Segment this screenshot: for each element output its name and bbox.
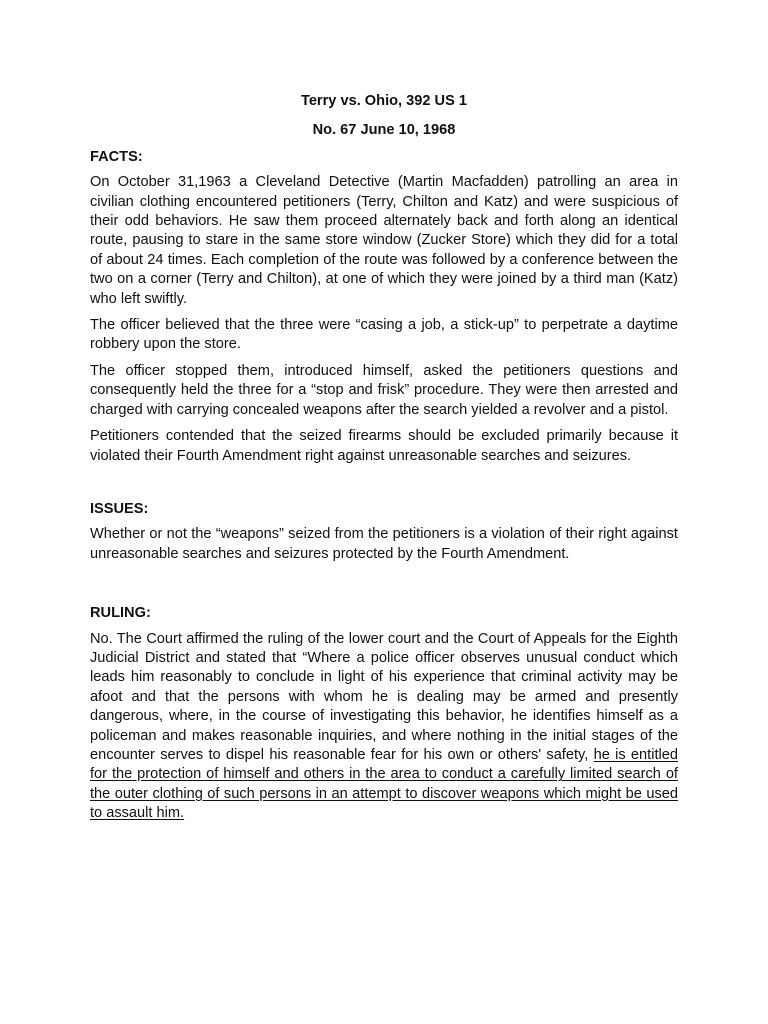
section-spacer bbox=[90, 473, 678, 500]
facts-paragraph-4: Petitioners contended that the seized firearms should be excluded primarily because it violated their Fourth Amendment right against unreasonable searches and seizures. bbox=[90, 428, 678, 464]
facts-heading: FACTS: bbox=[90, 148, 143, 165]
ruling-heading: RULING: bbox=[90, 605, 151, 622]
section-spacer bbox=[90, 571, 678, 604]
ruling-text: No. The Court affirmed the ruling of the lower court and the Court of Appeals for the Eighth Judicial District and stated that “Where a police officer observes unusual conduct which leads him reasonably to conclude in light of his experience that criminal activity may be afoot and that the persons with whom he is dealing may be armed and presently dangerous, where, in the course of investigating this behavior, he identifies himself as a policeman and makes reasonable inquiries, and where nothing in the initial stages of the encounter serves to dispel his reasonable fear for his own or others' safety, bbox=[90, 630, 678, 763]
document-page bbox=[90, 92, 678, 831]
case-number-date: No. 67 June 10, 1968 bbox=[312, 122, 456, 139]
issues-heading: ISSUES: bbox=[90, 500, 149, 517]
ruling-paragraph bbox=[90, 630, 678, 824]
facts-paragraph-3: The officer stopped them, introduced himself, asked the petitioners questions and consequently held the three for a “stop and frisk” procedure. They were then arrested and charged with carrying concealed weapons after the search yielded a revolver and a pistol. bbox=[90, 362, 678, 418]
case-title: Terry vs. Ohio, 392 US 1 bbox=[300, 93, 467, 109]
ruling-underlined-holding: he is entitled for the protection of himself and others in the area to conduct a carefully limited search of the outer clothing of such persons in an attempt to discover weapons which might be used to assault him. bbox=[90, 746, 678, 822]
issues-paragraph: Whether or not the “weapons” seized from the petitioners is a violation of their right against unreasonable searches and seizures protected by the Fourth Amendment. bbox=[90, 526, 678, 562]
facts-paragraph-2: The officer believed that the three were “casing a job, a stick-up” to perpetrate a daytime robbery upon the store. bbox=[90, 317, 678, 353]
facts-paragraph-1: On October 31,1963 a Cleveland Detective (Martin Macfadden) patrolling an area in civilian clothing encountered petitioners (Terry, Chilton and Katz) and were suspicious of their odd behaviors. He saw them proceed alternately back and forth along an identical route, pausing to stare in the same store window (Zucker Store) which they did for a total of about 24 times. Each completion of the route was followed by a conference between the two on a corner (Terry and Chilton), at one of which they were joined by a third man (Katz) who left swiftly. bbox=[90, 174, 678, 307]
